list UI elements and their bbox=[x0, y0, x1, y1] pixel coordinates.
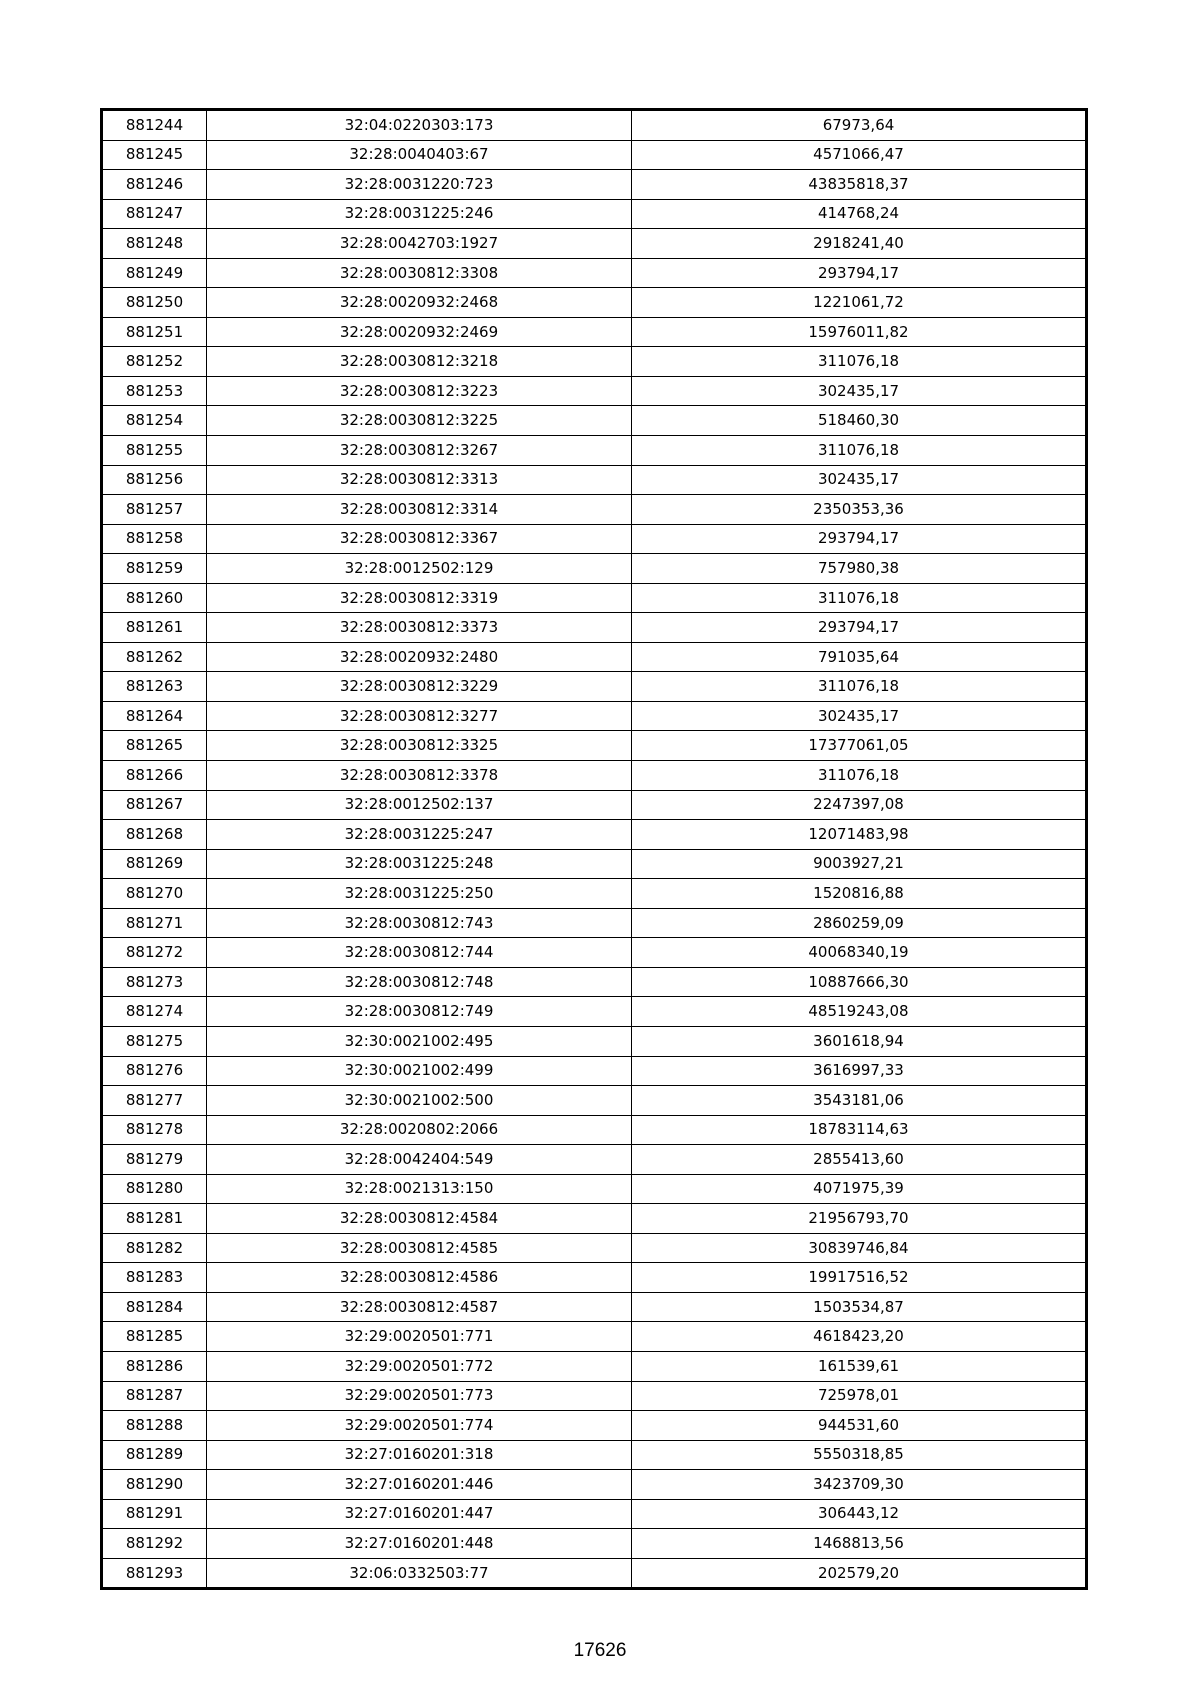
cadastral-number-cell: 32:30:0021002:500 bbox=[207, 1086, 632, 1116]
cadastral-value-cell: 10887666,30 bbox=[632, 967, 1086, 997]
row-number-cell: 881275 bbox=[103, 1026, 207, 1056]
cadastral-number-cell: 32:28:0020932:2468 bbox=[207, 288, 632, 318]
cadastral-number-cell: 32:06:0332503:77 bbox=[207, 1558, 632, 1588]
row-number-cell: 881253 bbox=[103, 376, 207, 406]
row-number-cell: 881262 bbox=[103, 642, 207, 672]
cadastral-number-cell: 32:28:0030812:749 bbox=[207, 997, 632, 1027]
cadastral-value-cell: 161539,61 bbox=[632, 1351, 1086, 1381]
table-row bbox=[103, 642, 1086, 672]
table-row bbox=[103, 790, 1086, 820]
row-number-cell: 881278 bbox=[103, 1115, 207, 1145]
row-number-cell: 881260 bbox=[103, 583, 207, 613]
table-row bbox=[103, 967, 1086, 997]
cadastral-number-cell: 32:27:0160201:318 bbox=[207, 1440, 632, 1470]
cadastral-value-cell: 17377061,05 bbox=[632, 731, 1086, 761]
table-row bbox=[103, 1499, 1086, 1529]
table-row bbox=[103, 140, 1086, 170]
cadastral-number-cell: 32:28:0020802:2066 bbox=[207, 1115, 632, 1145]
cadastral-value-cell: 757980,38 bbox=[632, 554, 1086, 584]
table-row bbox=[103, 495, 1086, 525]
cadastral-value-cell: 944531,60 bbox=[632, 1411, 1086, 1441]
cadastral-value-cell: 293794,17 bbox=[632, 524, 1086, 554]
cadastral-value-cell: 1221061,72 bbox=[632, 288, 1086, 318]
cadastral-number-cell: 32:30:0021002:495 bbox=[207, 1026, 632, 1056]
cadastral-number-cell: 32:28:0030812:3367 bbox=[207, 524, 632, 554]
table-row bbox=[103, 1174, 1086, 1204]
table-row bbox=[103, 1351, 1086, 1381]
cadastral-number-cell: 32:28:0030812:4585 bbox=[207, 1233, 632, 1263]
table-row bbox=[103, 1115, 1086, 1145]
table-row bbox=[103, 1233, 1086, 1263]
row-number-cell: 881289 bbox=[103, 1440, 207, 1470]
row-number-cell: 881280 bbox=[103, 1174, 207, 1204]
row-number-cell: 881245 bbox=[103, 140, 207, 170]
row-number-cell: 881276 bbox=[103, 1056, 207, 1086]
cadastral-number-cell: 32:28:0030812:4586 bbox=[207, 1263, 632, 1293]
cadastral-number-cell: 32:28:0021313:150 bbox=[207, 1174, 632, 1204]
cadastral-value-cell: 791035,64 bbox=[632, 642, 1086, 672]
table-row bbox=[103, 258, 1086, 288]
row-number-cell: 881281 bbox=[103, 1204, 207, 1234]
cadastral-number-cell: 32:28:0040403:67 bbox=[207, 140, 632, 170]
cadastral-value-cell: 3423709,30 bbox=[632, 1470, 1086, 1500]
cadastral-value-cell: 518460,30 bbox=[632, 406, 1086, 436]
row-number-cell: 881272 bbox=[103, 938, 207, 968]
row-number-cell: 881259 bbox=[103, 554, 207, 584]
cadastral-value-cell: 414768,24 bbox=[632, 199, 1086, 229]
cadastral-value-cell: 48519243,08 bbox=[632, 997, 1086, 1027]
row-number-cell: 881277 bbox=[103, 1086, 207, 1116]
table-row bbox=[103, 1440, 1086, 1470]
cadastral-number-cell: 32:04:0220303:173 bbox=[207, 111, 632, 141]
row-number-cell: 881251 bbox=[103, 317, 207, 347]
cadastral-value-cell: 311076,18 bbox=[632, 436, 1086, 466]
cadastral-number-cell: 32:28:0030812:3319 bbox=[207, 583, 632, 613]
cadastral-number-cell: 32:27:0160201:446 bbox=[207, 1470, 632, 1500]
row-number-cell: 881279 bbox=[103, 1145, 207, 1175]
cadastral-value-cell: 311076,18 bbox=[632, 761, 1086, 791]
row-number-cell: 881263 bbox=[103, 672, 207, 702]
cadastral-number-cell: 32:29:0020501:772 bbox=[207, 1351, 632, 1381]
row-number-cell: 881247 bbox=[103, 199, 207, 229]
row-number-cell: 881292 bbox=[103, 1529, 207, 1559]
cadastral-value-cell: 302435,17 bbox=[632, 376, 1086, 406]
row-number-cell: 881244 bbox=[103, 111, 207, 141]
table-row bbox=[103, 1056, 1086, 1086]
cadastral-value-cell: 202579,20 bbox=[632, 1558, 1086, 1588]
table-row bbox=[103, 436, 1086, 466]
cadastral-number-cell: 32:28:0030812:3325 bbox=[207, 731, 632, 761]
cadastral-number-cell: 32:28:0030812:3308 bbox=[207, 258, 632, 288]
cadastral-value-cell: 2918241,40 bbox=[632, 229, 1086, 259]
table-row bbox=[103, 731, 1086, 761]
cadastral-number-cell: 32:28:0031225:248 bbox=[207, 849, 632, 879]
table-row bbox=[103, 997, 1086, 1027]
table-row bbox=[103, 1411, 1086, 1441]
row-number-cell: 881291 bbox=[103, 1499, 207, 1529]
cadastral-value-cell: 15976011,82 bbox=[632, 317, 1086, 347]
cadastral-number-cell: 32:28:0020932:2480 bbox=[207, 642, 632, 672]
cadastral-value-cell: 2247397,08 bbox=[632, 790, 1086, 820]
cadastral-value-cell: 9003927,21 bbox=[632, 849, 1086, 879]
table-row bbox=[103, 1322, 1086, 1352]
cadastral-number-cell: 32:27:0160201:447 bbox=[207, 1499, 632, 1529]
cadastral-number-cell: 32:28:0030812:3277 bbox=[207, 701, 632, 731]
table-row bbox=[103, 1470, 1086, 1500]
cadastral-number-cell: 32:28:0042703:1927 bbox=[207, 229, 632, 259]
cadastral-number-cell: 32:28:0031225:250 bbox=[207, 879, 632, 909]
row-number-cell: 881266 bbox=[103, 761, 207, 791]
table-row bbox=[103, 199, 1086, 229]
table-row bbox=[103, 701, 1086, 731]
cadastral-number-cell: 32:28:0030812:3314 bbox=[207, 495, 632, 525]
row-number-cell: 881273 bbox=[103, 967, 207, 997]
row-number-cell: 881256 bbox=[103, 465, 207, 495]
table-row bbox=[103, 1263, 1086, 1293]
cadastral-value-cell: 311076,18 bbox=[632, 347, 1086, 377]
cadastral-value-cell: 4571066,47 bbox=[632, 140, 1086, 170]
row-number-cell: 881248 bbox=[103, 229, 207, 259]
cadastral-value-cell: 2860259,09 bbox=[632, 908, 1086, 938]
cadastral-number-cell: 32:28:0031220:723 bbox=[207, 170, 632, 200]
row-number-cell: 881252 bbox=[103, 347, 207, 377]
cadastral-number-cell: 32:28:0030812:4584 bbox=[207, 1204, 632, 1234]
cadastral-number-cell: 32:28:0030812:3229 bbox=[207, 672, 632, 702]
cadastral-value-cell: 293794,17 bbox=[632, 613, 1086, 643]
row-number-cell: 881246 bbox=[103, 170, 207, 200]
cadastral-value-cell: 12071483,98 bbox=[632, 820, 1086, 850]
cadastral-value-cell: 43835818,37 bbox=[632, 170, 1086, 200]
row-number-cell: 881249 bbox=[103, 258, 207, 288]
row-number-cell: 881286 bbox=[103, 1351, 207, 1381]
table-row bbox=[103, 554, 1086, 584]
table-row bbox=[103, 1558, 1086, 1588]
row-number-cell: 881284 bbox=[103, 1292, 207, 1322]
cadastral-value-cell: 306443,12 bbox=[632, 1499, 1086, 1529]
cadastral-number-cell: 32:29:0020501:773 bbox=[207, 1381, 632, 1411]
cadastral-value-cell: 725978,01 bbox=[632, 1381, 1086, 1411]
cadastral-number-cell: 32:29:0020501:771 bbox=[207, 1322, 632, 1352]
cadastral-number-cell: 32:28:0030812:743 bbox=[207, 908, 632, 938]
table-row bbox=[103, 170, 1086, 200]
cadastral-number-cell: 32:28:0030812:3267 bbox=[207, 436, 632, 466]
row-number-cell: 881270 bbox=[103, 879, 207, 909]
cadastral-value-cell: 21956793,70 bbox=[632, 1204, 1086, 1234]
table-row bbox=[103, 761, 1086, 791]
row-number-cell: 881268 bbox=[103, 820, 207, 850]
table-row bbox=[103, 879, 1086, 909]
cadastral-number-cell: 32:30:0021002:499 bbox=[207, 1056, 632, 1086]
cadastral-number-cell: 32:29:0020501:774 bbox=[207, 1411, 632, 1441]
cadastral-value-cell: 4618423,20 bbox=[632, 1322, 1086, 1352]
table-row bbox=[103, 613, 1086, 643]
table-row bbox=[103, 288, 1086, 318]
row-number-cell: 881290 bbox=[103, 1470, 207, 1500]
table-row bbox=[103, 465, 1086, 495]
cadastral-number-cell: 32:28:0030812:744 bbox=[207, 938, 632, 968]
cadastral-value-cell: 293794,17 bbox=[632, 258, 1086, 288]
cadastral-value-cell: 19917516,52 bbox=[632, 1263, 1086, 1293]
table-row bbox=[103, 1145, 1086, 1175]
row-number-cell: 881250 bbox=[103, 288, 207, 318]
cadastral-value-cell: 40068340,19 bbox=[632, 938, 1086, 968]
table-row bbox=[103, 1529, 1086, 1559]
table-row bbox=[103, 820, 1086, 850]
table-row bbox=[103, 229, 1086, 259]
cadastral-value-cell: 30839746,84 bbox=[632, 1233, 1086, 1263]
row-number-cell: 881265 bbox=[103, 731, 207, 761]
cadastral-number-cell: 32:27:0160201:448 bbox=[207, 1529, 632, 1559]
row-number-cell: 881254 bbox=[103, 406, 207, 436]
cadastral-value-cell: 1520816,88 bbox=[632, 879, 1086, 909]
table-row bbox=[103, 849, 1086, 879]
cadastral-value-table bbox=[102, 110, 1086, 1588]
table-row bbox=[103, 524, 1086, 554]
table-row bbox=[103, 1026, 1086, 1056]
table-row bbox=[103, 376, 1086, 406]
cadastral-value-cell: 311076,18 bbox=[632, 672, 1086, 702]
table-row bbox=[103, 406, 1086, 436]
cadastral-value-cell: 18783114,63 bbox=[632, 1115, 1086, 1145]
row-number-cell: 881267 bbox=[103, 790, 207, 820]
cadastral-value-cell: 311076,18 bbox=[632, 583, 1086, 613]
cadastral-number-cell: 32:28:0030812:4587 bbox=[207, 1292, 632, 1322]
table-row bbox=[103, 1086, 1086, 1116]
cadastral-number-cell: 32:28:0031225:246 bbox=[207, 199, 632, 229]
row-number-cell: 881264 bbox=[103, 701, 207, 731]
cadastral-number-cell: 32:28:0030812:748 bbox=[207, 967, 632, 997]
row-number-cell: 881288 bbox=[103, 1411, 207, 1441]
table-row bbox=[103, 1204, 1086, 1234]
cadastral-number-cell: 32:28:0030812:3378 bbox=[207, 761, 632, 791]
cadastral-value-cell: 67973,64 bbox=[632, 111, 1086, 141]
table-row bbox=[103, 583, 1086, 613]
cadastral-value-cell: 2855413,60 bbox=[632, 1145, 1086, 1175]
cadastral-value-cell: 3616997,33 bbox=[632, 1056, 1086, 1086]
cadastral-number-cell: 32:28:0030812:3223 bbox=[207, 376, 632, 406]
table-body bbox=[103, 111, 1086, 1588]
row-number-cell: 881271 bbox=[103, 908, 207, 938]
row-number-cell: 881269 bbox=[103, 849, 207, 879]
cadastral-number-cell: 32:28:0031225:247 bbox=[207, 820, 632, 850]
table-row bbox=[103, 347, 1086, 377]
cadastral-number-cell: 32:28:0042404:549 bbox=[207, 1145, 632, 1175]
row-number-cell: 881274 bbox=[103, 997, 207, 1027]
cadastral-number-cell: 32:28:0030812:3373 bbox=[207, 613, 632, 643]
table-row bbox=[103, 672, 1086, 702]
cadastral-value-cell: 2350353,36 bbox=[632, 495, 1086, 525]
row-number-cell: 881261 bbox=[103, 613, 207, 643]
cadastral-number-cell: 32:28:0012502:129 bbox=[207, 554, 632, 584]
page-number: 17626 bbox=[573, 1640, 627, 1661]
row-number-cell: 881257 bbox=[103, 495, 207, 525]
cadastral-value-cell: 1468813,56 bbox=[632, 1529, 1086, 1559]
row-number-cell: 881282 bbox=[103, 1233, 207, 1263]
cadastral-value-cell: 302435,17 bbox=[632, 701, 1086, 731]
cadastral-number-cell: 32:28:0020932:2469 bbox=[207, 317, 632, 347]
cadastral-value-cell: 3601618,94 bbox=[632, 1026, 1086, 1056]
row-number-cell: 881255 bbox=[103, 436, 207, 466]
row-number-cell: 881283 bbox=[103, 1263, 207, 1293]
cadastral-value-cell: 302435,17 bbox=[632, 465, 1086, 495]
cadastral-value-cell: 1503534,87 bbox=[632, 1292, 1086, 1322]
cadastral-number-cell: 32:28:0012502:137 bbox=[207, 790, 632, 820]
cadastral-value-cell: 5550318,85 bbox=[632, 1440, 1086, 1470]
table-row bbox=[103, 1292, 1086, 1322]
row-number-cell: 881293 bbox=[103, 1558, 207, 1588]
cadastral-number-cell: 32:28:0030812:3225 bbox=[207, 406, 632, 436]
row-number-cell: 881287 bbox=[103, 1381, 207, 1411]
table-row bbox=[103, 1381, 1086, 1411]
table-row bbox=[103, 938, 1086, 968]
cadastral-number-cell: 32:28:0030812:3313 bbox=[207, 465, 632, 495]
table-row bbox=[103, 317, 1086, 347]
row-number-cell: 881285 bbox=[103, 1322, 207, 1352]
table-row bbox=[103, 908, 1086, 938]
cadastral-value-cell: 4071975,39 bbox=[632, 1174, 1086, 1204]
table-row bbox=[103, 111, 1086, 141]
cadastral-value-cell: 3543181,06 bbox=[632, 1086, 1086, 1116]
cadastral-number-cell: 32:28:0030812:3218 bbox=[207, 347, 632, 377]
row-number-cell: 881258 bbox=[103, 524, 207, 554]
